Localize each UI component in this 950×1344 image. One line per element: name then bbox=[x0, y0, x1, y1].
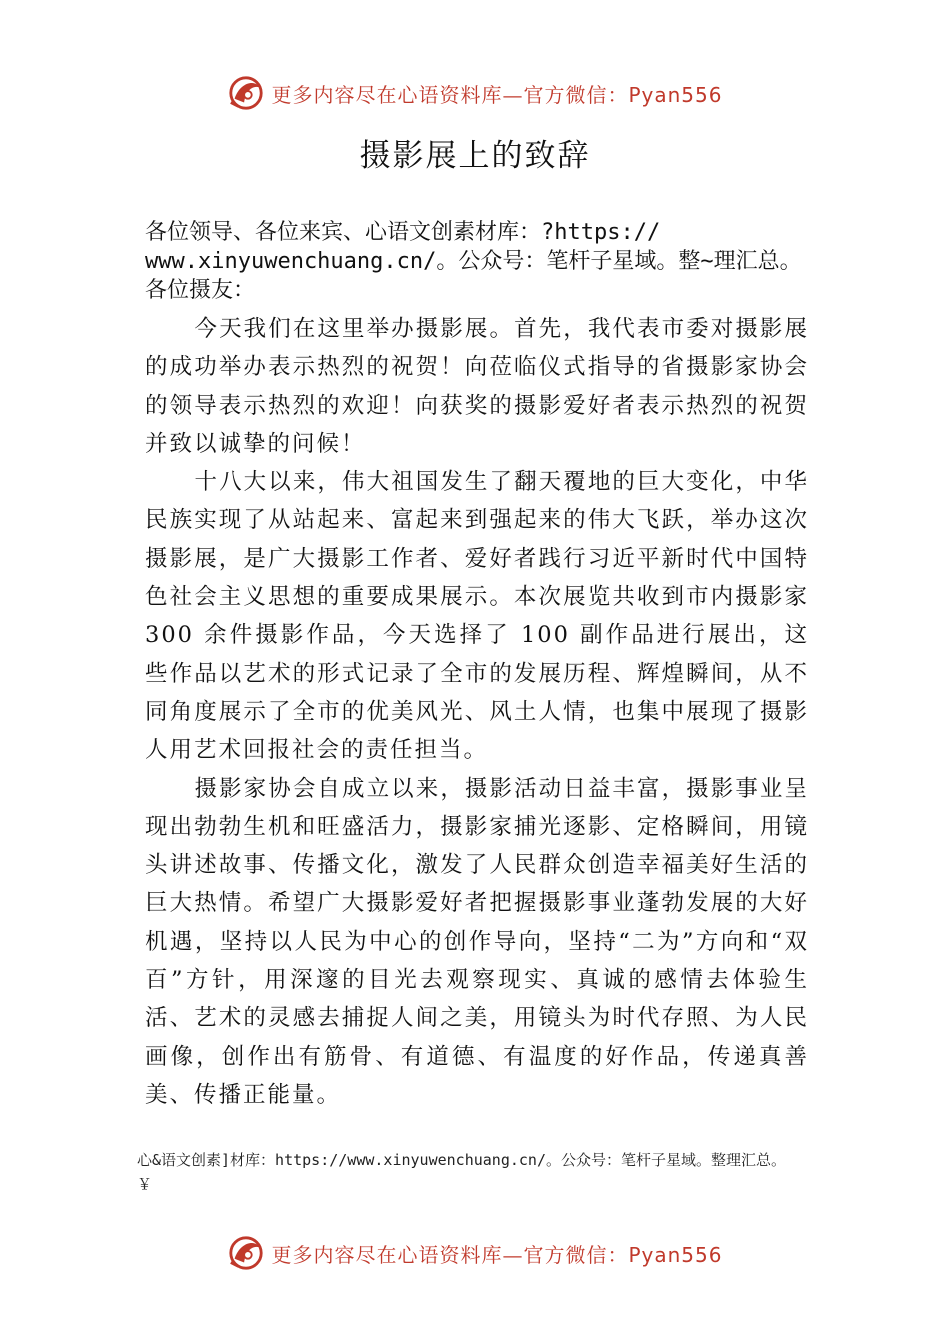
header-banner bbox=[0, 68, 950, 118]
salutation-line-1: 各位领导、各位来宾、心语文创素材库：?https:// bbox=[145, 220, 661, 245]
banner-text bbox=[271, 1239, 722, 1268]
salutation-line-3: 各位摄友： bbox=[145, 278, 256, 303]
xinyu-logo-icon bbox=[227, 1234, 265, 1272]
paragraph-1: 今天我们在这里举办摄影展。首先，我代表市委对摄影展的成功举办表示热烈的祝贺！向莅临仪式指导的省摄影家协会的领导表示热烈的欢迎！向获奖的摄影爱好者表示热烈的祝贺并致以诚挚的问候！ bbox=[145, 316, 809, 457]
paragraph-3: 摄影家协会自成立以来，摄影活动日益丰富，摄影事业呈现出勃勃生机和旺盛活力，摄影家捕光逐影、定格瞬间，用镜头讲述故事、传播文化，激发了人民群众创造幸福美好生活的巨大热情。希望广大摄影爱好者把握摄影事业蓬勃发展的大好机遇，坚持以人民为中心的创作导向，坚持“二为”方向和“双百”方针，用深邃的目光去观察现实、真诚的感情去体验生活、艺术的灵感去捕捉人间之美，用镜头为时代存照、为人民画像，创作出有筋骨、有道德、有温度的好作品，传递真善美、传播正能量。 bbox=[145, 775, 809, 1108]
source-footnote bbox=[137, 1148, 857, 1196]
page-title: 摄影展上的致辞 bbox=[359, 138, 591, 174]
footnote-line-1: 心&语文创素]材库：https://www.xinyuwenchuang.cn/。公众号：笔杆子星域。整理汇总。 bbox=[137, 1151, 786, 1169]
xinyu-logo-icon bbox=[227, 74, 265, 112]
footnote-line-2: ￥ bbox=[137, 1175, 153, 1193]
banner-slogan: 更多内容尽在心语资料库 bbox=[271, 82, 503, 107]
banner-slogan: 更多内容尽在心语资料库 bbox=[271, 1242, 503, 1267]
banner-wechat: 官方微信：Pyan556 bbox=[523, 1242, 723, 1267]
banner-separator: — bbox=[502, 82, 524, 107]
banner-text bbox=[271, 79, 722, 108]
salutation bbox=[145, 218, 855, 305]
banner-separator: — bbox=[502, 1242, 524, 1267]
speech-body bbox=[145, 310, 809, 1114]
salutation-line-2: www.xinyuwenchuang.cn/。公众号：笔杆子星域。整~理汇总。 bbox=[145, 249, 802, 274]
banner-wechat: 官方微信：Pyan556 bbox=[523, 82, 723, 107]
footer-banner bbox=[0, 1228, 950, 1278]
paragraph-2: 十八大以来，伟大祖国发生了翻天覆地的巨大变化，中华民族实现了从站起来、富起来到强起来的伟大飞跃，举办这次摄影展，是广大摄影工作者、爱好者践行习近平新时代中国特色社会主义思想的重要成果展示。本次展览共收到市内摄影家 300 余件摄影作品，今天选择了 100 副作品进行展出，这些作品以艺术的形式记录了全市的发展历程、辉煌瞬间，从不同角度展示了全市的优美风光、风土人情，也集中展现了摄影人用艺术回报社会的责任担当。 bbox=[145, 469, 809, 764]
